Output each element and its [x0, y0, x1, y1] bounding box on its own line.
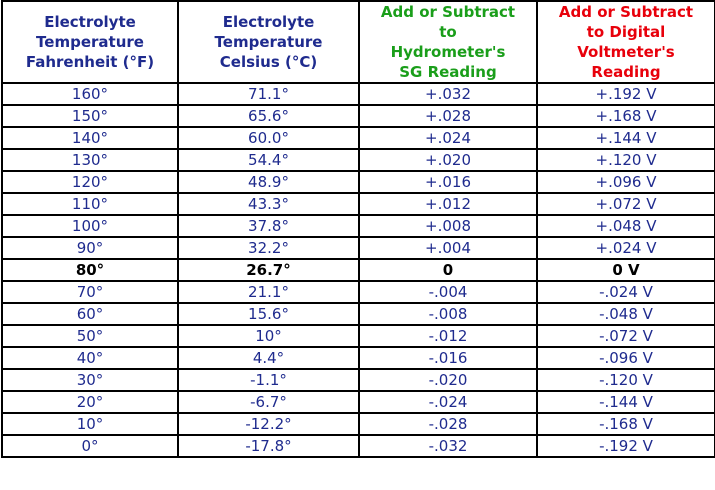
sg-correction-cell: +.012 — [359, 193, 537, 215]
celsius-cell: 37.8° — [178, 215, 359, 237]
sg-correction-cell: +.004 — [359, 237, 537, 259]
table-row — [2, 127, 715, 149]
header-line: to — [439, 23, 457, 41]
celsius-cell: 54.4° — [178, 149, 359, 171]
fahrenheit-cell: 100° — [2, 215, 178, 237]
voltage-correction-cell: +.024 V — [537, 237, 715, 259]
temperature-correction-table — [1, 0, 715, 458]
voltage-correction-cell: -.072 V — [537, 325, 715, 347]
celsius-cell: 60.0° — [178, 127, 359, 149]
header-voltmeter-correction — [537, 1, 715, 83]
fahrenheit-cell: 150° — [2, 105, 178, 127]
sg-correction-cell: +.016 — [359, 171, 537, 193]
voltage-correction-cell: +.096 V — [537, 171, 715, 193]
voltage-correction-cell: -.192 V — [537, 435, 715, 457]
fahrenheit-cell: 80° — [2, 259, 178, 281]
header-celsius — [178, 1, 359, 83]
sg-correction-cell: -.028 — [359, 413, 537, 435]
header-line: Voltmeter's — [577, 43, 675, 61]
fahrenheit-cell: 10° — [2, 413, 178, 435]
fahrenheit-cell: 30° — [2, 369, 178, 391]
fahrenheit-cell: 140° — [2, 127, 178, 149]
header-line: Add or Subtract — [380, 3, 516, 21]
header-line: Hydrometer's — [390, 43, 506, 61]
header-line: Temperature — [214, 33, 323, 51]
voltage-correction-cell: +.144 V — [537, 127, 715, 149]
fahrenheit-cell: 110° — [2, 193, 178, 215]
celsius-cell: 4.4° — [178, 347, 359, 369]
voltage-correction-cell: -.168 V — [537, 413, 715, 435]
header-line: to Digital — [586, 23, 666, 41]
sg-correction-cell: +.008 — [359, 215, 537, 237]
voltage-correction-cell: +.120 V — [537, 149, 715, 171]
voltage-correction-cell: -.120 V — [537, 369, 715, 391]
sg-correction-cell: -.008 — [359, 303, 537, 325]
table-row — [2, 149, 715, 171]
sg-correction-cell: -.024 — [359, 391, 537, 413]
table-row — [2, 347, 715, 369]
table-row — [2, 413, 715, 435]
header-line: Reading — [591, 63, 661, 81]
sg-correction-cell: -.004 — [359, 281, 537, 303]
sg-correction-cell: -.016 — [359, 347, 537, 369]
table-row — [2, 391, 715, 413]
sg-correction-cell: +.024 — [359, 127, 537, 149]
fahrenheit-cell: 130° — [2, 149, 178, 171]
celsius-cell: -1.1° — [178, 369, 359, 391]
voltage-correction-cell: -.048 V — [537, 303, 715, 325]
celsius-cell: 43.3° — [178, 193, 359, 215]
celsius-cell: 48.9° — [178, 171, 359, 193]
header-line: Fahrenheit (°F) — [25, 53, 155, 71]
header-hydrometer-correction — [359, 1, 537, 83]
sg-correction-cell: 0 — [359, 259, 537, 281]
celsius-cell: 26.7° — [178, 259, 359, 281]
celsius-cell: 21.1° — [178, 281, 359, 303]
table-row — [2, 325, 715, 347]
header-line: Add or Subtract — [558, 3, 694, 21]
table-row — [2, 369, 715, 391]
voltage-correction-cell: -.144 V — [537, 391, 715, 413]
voltage-correction-cell: -.096 V — [537, 347, 715, 369]
sg-correction-cell: +.032 — [359, 83, 537, 105]
sg-correction-cell: -.012 — [359, 325, 537, 347]
header-fahrenheit — [2, 1, 178, 83]
voltage-correction-cell: +.168 V — [537, 105, 715, 127]
table-row — [2, 171, 715, 193]
celsius-cell: 65.6° — [178, 105, 359, 127]
voltage-correction-cell: -.024 V — [537, 281, 715, 303]
table-row — [2, 281, 715, 303]
header-line: Electrolyte — [44, 13, 136, 31]
celsius-cell: -6.7° — [178, 391, 359, 413]
table-row — [2, 215, 715, 237]
sg-correction-cell: -.020 — [359, 369, 537, 391]
sg-correction-cell: +.028 — [359, 105, 537, 127]
sg-correction-cell: -.032 — [359, 435, 537, 457]
celsius-cell: 15.6° — [178, 303, 359, 325]
header-row — [2, 1, 715, 83]
fahrenheit-cell: 70° — [2, 281, 178, 303]
fahrenheit-cell: 40° — [2, 347, 178, 369]
fahrenheit-cell: 160° — [2, 83, 178, 105]
voltage-correction-cell: +.072 V — [537, 193, 715, 215]
celsius-cell: -17.8° — [178, 435, 359, 457]
celsius-cell: 71.1° — [178, 83, 359, 105]
table-row — [2, 237, 715, 259]
table-row — [2, 303, 715, 325]
header-line: Celsius (°C) — [219, 53, 318, 71]
celsius-cell: 10° — [178, 325, 359, 347]
header-line: SG Reading — [399, 63, 497, 81]
sg-correction-cell: +.020 — [359, 149, 537, 171]
fahrenheit-cell: 0° — [2, 435, 178, 457]
header-line: Temperature — [36, 33, 144, 51]
fahrenheit-cell: 120° — [2, 171, 178, 193]
voltage-correction-cell: +.192 V — [537, 83, 715, 105]
table-row — [2, 435, 715, 457]
reference-row — [2, 259, 715, 281]
fahrenheit-cell: 60° — [2, 303, 178, 325]
voltage-correction-cell: 0 V — [537, 259, 715, 281]
header-line: Electrolyte — [222, 13, 315, 31]
fahrenheit-cell: 20° — [2, 391, 178, 413]
table-row — [2, 83, 715, 105]
fahrenheit-cell: 90° — [2, 237, 178, 259]
table-row — [2, 193, 715, 215]
celsius-cell: -12.2° — [178, 413, 359, 435]
table-row — [2, 105, 715, 127]
fahrenheit-cell: 50° — [2, 325, 178, 347]
celsius-cell: 32.2° — [178, 237, 359, 259]
voltage-correction-cell: +.048 V — [537, 215, 715, 237]
